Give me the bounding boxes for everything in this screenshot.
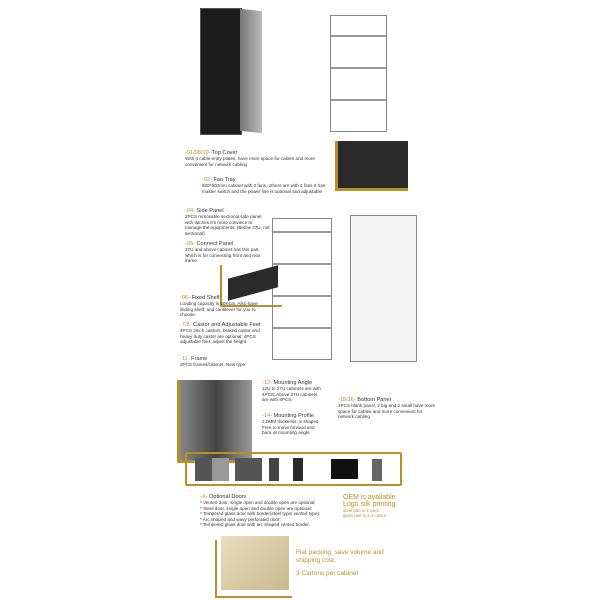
section-number: -15/16- (338, 397, 356, 403)
oem-block (343, 494, 413, 518)
section-number: -X- (200, 494, 208, 500)
door-glass (293, 458, 303, 481)
section-fan-tray (202, 177, 332, 194)
section-desc: 2PCS removable sectional side panel with latches.It's more convince to manage the equipments. (Below 37U, not sectional) (185, 214, 270, 236)
section-number: -7/8- (180, 322, 192, 328)
section-title: Optional Doors (209, 494, 247, 500)
section-casters (180, 322, 265, 345)
section-mounting-profile (262, 413, 322, 436)
section-mounting-angle (262, 380, 322, 403)
oem-line: steel part is 1 color (343, 508, 380, 513)
section-desc: 37U and above cabinet has this part, which is for connecting front and rear frame. (185, 247, 261, 264)
section-top-cover (185, 150, 335, 167)
section-desc: 12U to 27U cabinets are with 4PCS; Above 27U cabinets are with 8PCS. (262, 386, 321, 403)
door-steel-single (269, 458, 279, 481)
section-frame (180, 356, 265, 368)
section-number: -14- (262, 413, 272, 419)
section-bottom-panel (338, 397, 438, 420)
door-options-strip (185, 452, 402, 486)
section-title: Castor and Adjustable Feet (193, 322, 261, 328)
door-option: * Tempered glass door with border(steel type/ vented type); (200, 511, 321, 517)
section-side-panel (185, 208, 270, 236)
section-title: Mounting Angle (273, 380, 313, 386)
section-title: Frame (191, 356, 208, 362)
packing-text: Flat packing, save volume and shipping cost. (296, 549, 384, 564)
section-number: -11- (180, 356, 190, 362)
section-desc: 600*600mm cabinet with 2 fans, others are with 4 fans It has master switch and the power line is optional and adjustable (202, 183, 326, 194)
door-glass-arc (372, 459, 382, 481)
cabinet-photo (200, 8, 242, 135)
section-number: -12- (262, 380, 272, 386)
section-desc: 4PCS blank panel, 2 big and 2 small have more space for cables and more convenient for network cabling (338, 403, 436, 420)
section-number: -02- (202, 177, 212, 183)
top-cover-photo (335, 141, 408, 191)
section-title: Fixed Shelf (191, 295, 220, 301)
door-vented (195, 458, 229, 481)
door-arc (331, 459, 358, 479)
section-desc: Loading capacity is 50KGS. Also have sliding shelf, and cantilever for you to choose. (180, 301, 258, 318)
mounting-photo (177, 380, 252, 463)
exploded-diagram (330, 15, 387, 132)
section-number: -04- (185, 208, 195, 214)
section-desc: 2PCS frames/cabinet. New type (180, 362, 246, 367)
section-title: Top Cover (211, 150, 238, 156)
section-title: Side Panel (196, 208, 224, 214)
oem-line: glass part is 2-3 colors (343, 513, 386, 518)
door-option: * Vented door, single open and double open are optional; (200, 500, 316, 505)
section-title: Fan Tray (213, 177, 236, 183)
section-number: -06- (180, 295, 190, 301)
packing-block (296, 549, 406, 578)
section-title: Mounting Profile (273, 413, 314, 419)
cartons-text: 3 Cartons per cabinet (296, 570, 359, 577)
cabinet-door-image (240, 9, 262, 133)
section-number: -01/08/10- (185, 150, 211, 156)
door-option: * Tempered glass door with arc shaped vented border. (200, 522, 310, 528)
door-option: * Arc shaped and wavy perforated door; (200, 516, 281, 522)
section-fixed-shelf (180, 295, 265, 318)
oem-title: OEM is available (343, 494, 396, 501)
section-desc: With 4 cable entry plates, have more space for cables and more convenient for network cabling (185, 156, 315, 167)
assembled-cabinet-diagram (350, 215, 417, 362)
section-connect-panel (185, 241, 265, 264)
section-title: Connect Panel (196, 241, 234, 247)
section-desc: 4PCS 2inch castors, braked castor and heavy duty castor are optional; 4PCS adjustable feet, adjust the height. (180, 328, 260, 345)
door-steel (235, 458, 262, 481)
section-optional-doors (200, 494, 350, 528)
section-desc: 2.0MM thickness, S shaped. Free to move forward and back at mounting angle. (262, 419, 320, 436)
packing-photo (221, 536, 289, 590)
oem-subtitle: Logo silk printing (343, 501, 396, 508)
section-title: Bottom Panel (357, 397, 391, 403)
door-option: * Steel door, single open and double open are optional; (200, 505, 312, 511)
section-number: -05- (185, 241, 195, 247)
